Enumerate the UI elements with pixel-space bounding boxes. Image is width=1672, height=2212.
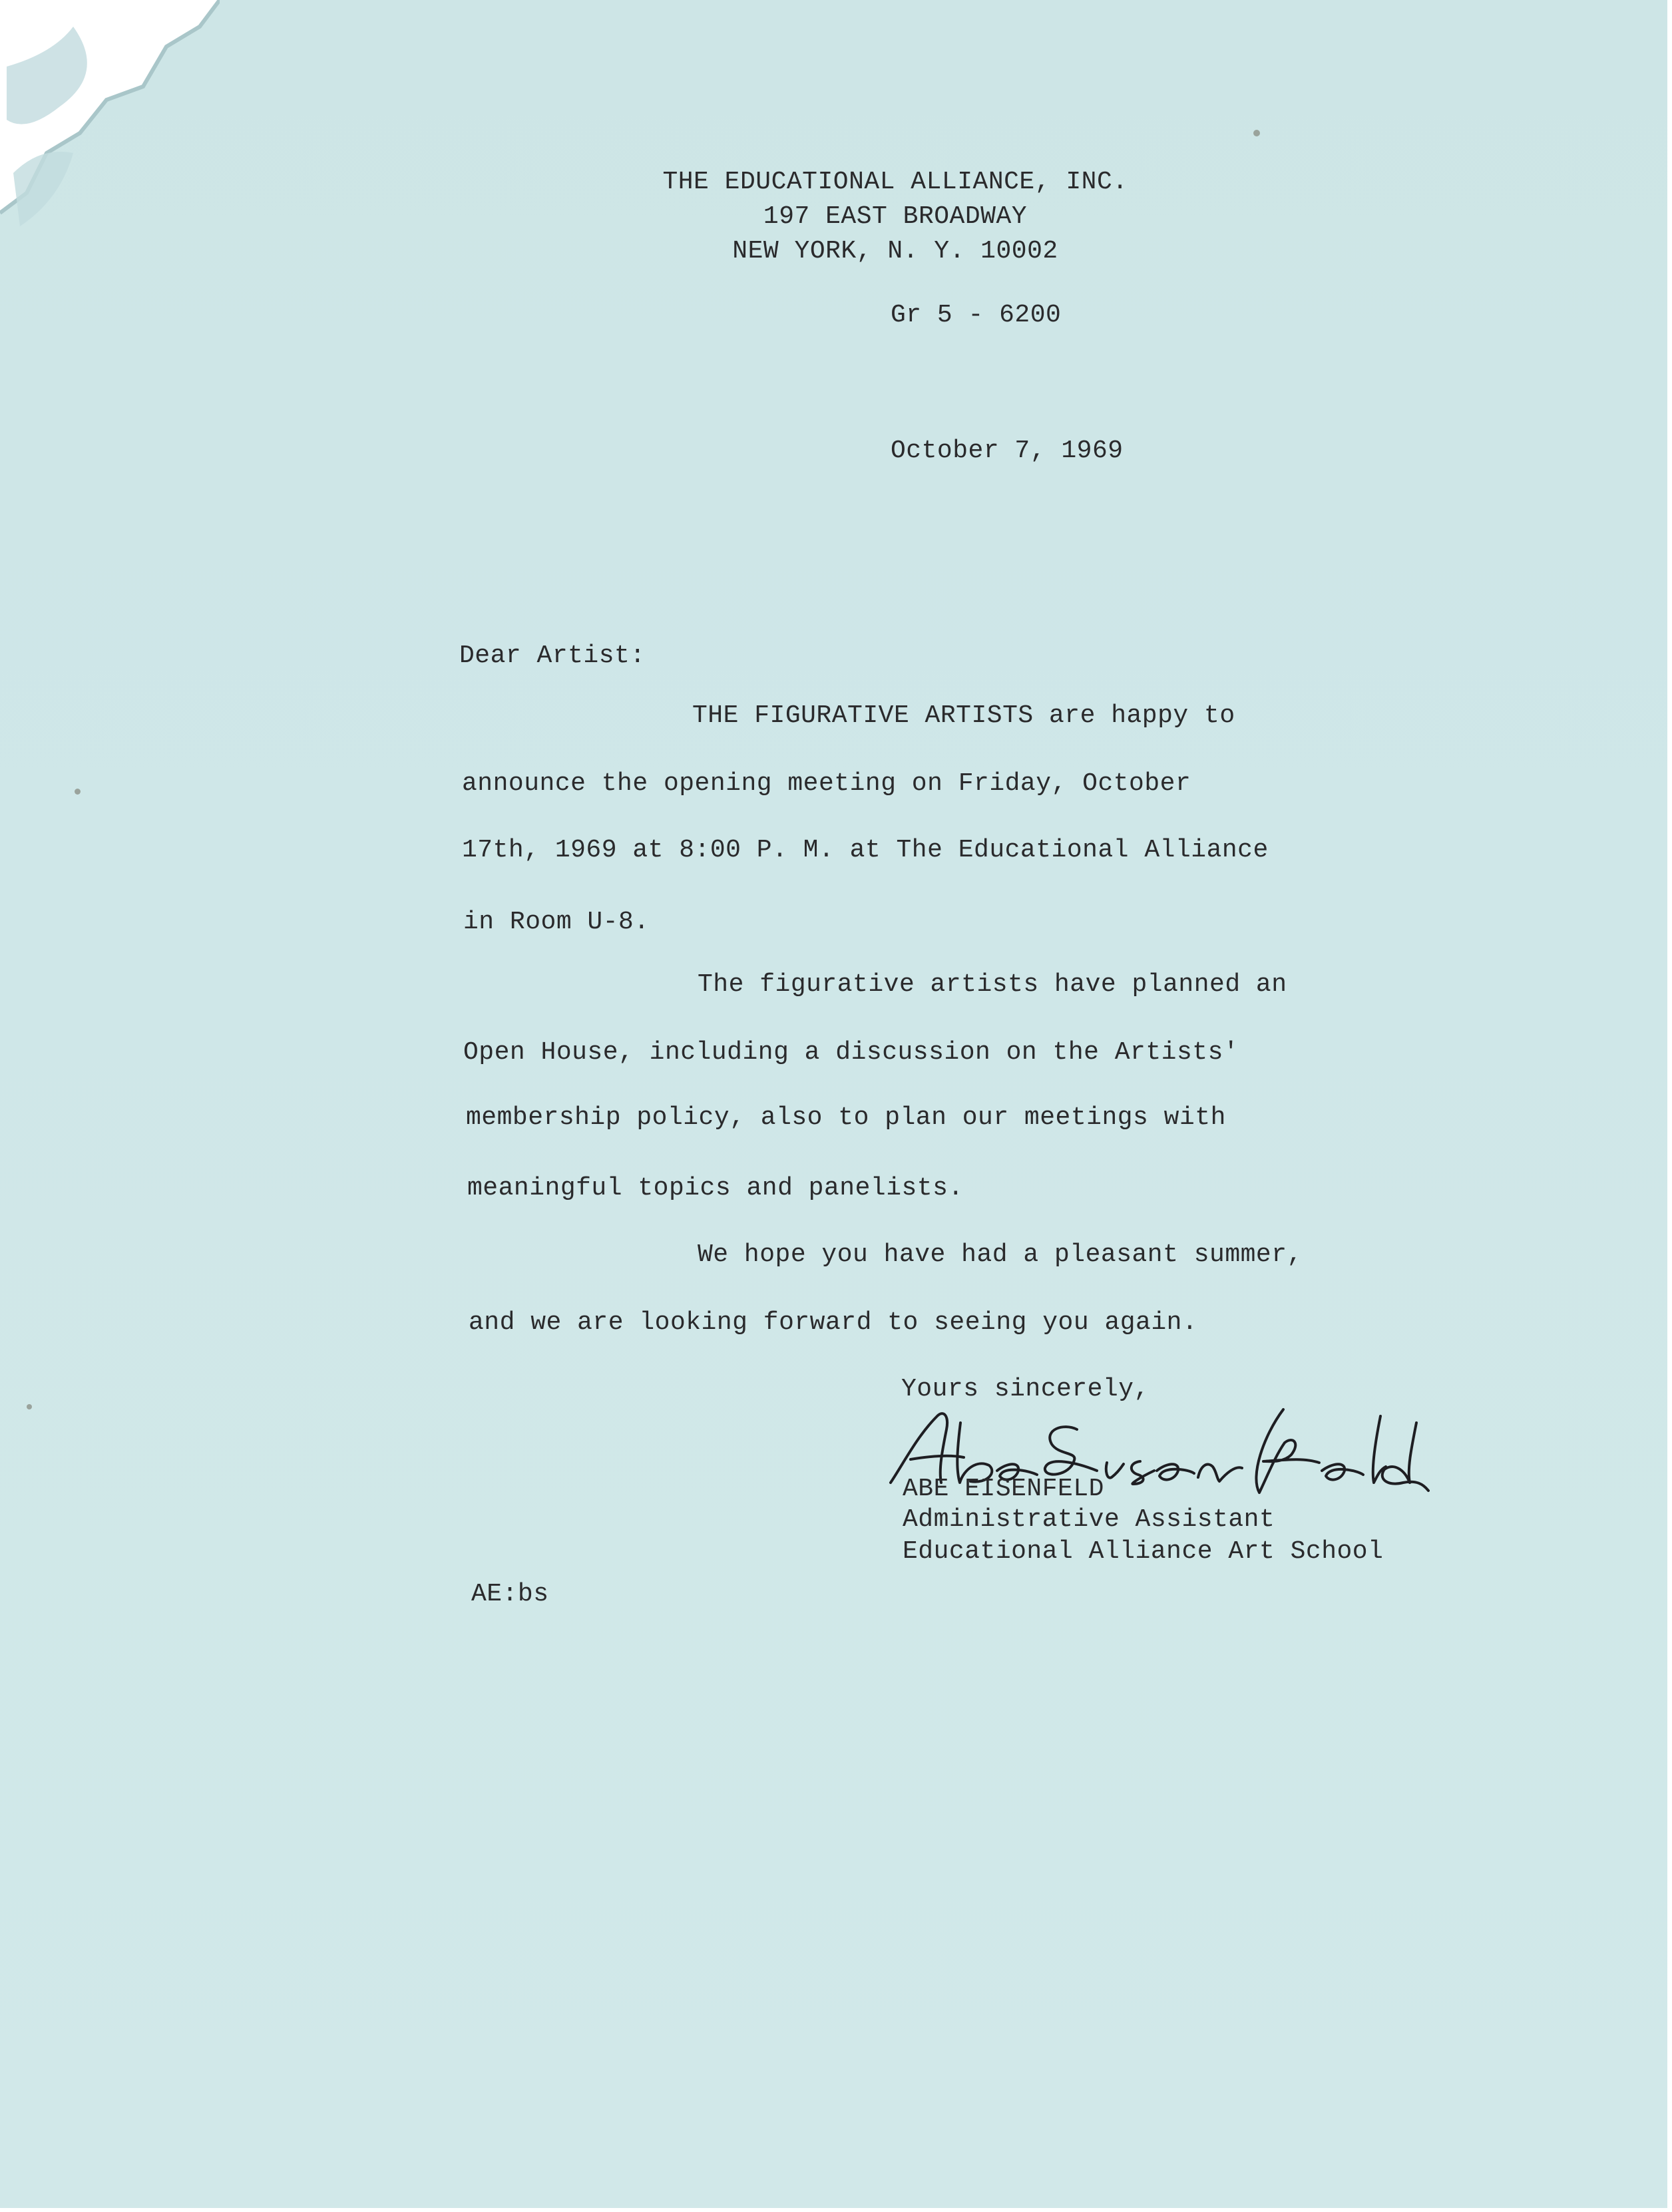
signatory-organization: Educational Alliance Art School bbox=[903, 1537, 1384, 1566]
salutation: Dear Artist: bbox=[459, 642, 646, 670]
body-line: We hope you have had a pleasant summer, bbox=[698, 1240, 1303, 1269]
reference-initials: AE:bs bbox=[471, 1580, 549, 1608]
body-line: THE FIGURATIVE ARTISTS are happy to bbox=[692, 701, 1235, 730]
body-line: announce the opening meeting on Friday, October bbox=[462, 769, 1191, 798]
signatory-name: ABE EISENFELD bbox=[903, 1475, 1104, 1503]
body-line: in Room U-8. bbox=[463, 908, 650, 936]
paper-speck bbox=[75, 789, 81, 795]
body-line: Open House, including a discussion on the Artists' bbox=[463, 1038, 1239, 1067]
torn-corner-decoration bbox=[0, 0, 220, 253]
body-line: 17th, 1969 at 8:00 P. M. at The Educational Alliance bbox=[462, 836, 1269, 864]
paper-speck bbox=[1253, 130, 1260, 136]
body-line: and we are looking forward to seeing you again. bbox=[469, 1308, 1198, 1337]
letter-date: October 7, 1969 bbox=[891, 437, 1124, 465]
letterhead-line-street: 197 EAST BROADWAY bbox=[763, 202, 1028, 231]
letterhead-line-city: NEW YORK, N. Y. 10002 bbox=[732, 237, 1058, 266]
paper-speck bbox=[27, 1404, 32, 1409]
letterhead-line-organization: THE EDUCATIONAL ALLIANCE, INC. bbox=[662, 168, 1128, 196]
letterhead-phone: Gr 5 - 6200 bbox=[891, 301, 1062, 329]
closing: Yours sincerely, bbox=[901, 1375, 1150, 1403]
body-line: The figurative artists have planned an bbox=[698, 970, 1287, 999]
body-line: meaningful topics and panelists. bbox=[467, 1174, 964, 1202]
signatory-title: Administrative Assistant bbox=[903, 1505, 1275, 1534]
body-line: membership policy, also to plan our meetings with bbox=[466, 1103, 1226, 1132]
